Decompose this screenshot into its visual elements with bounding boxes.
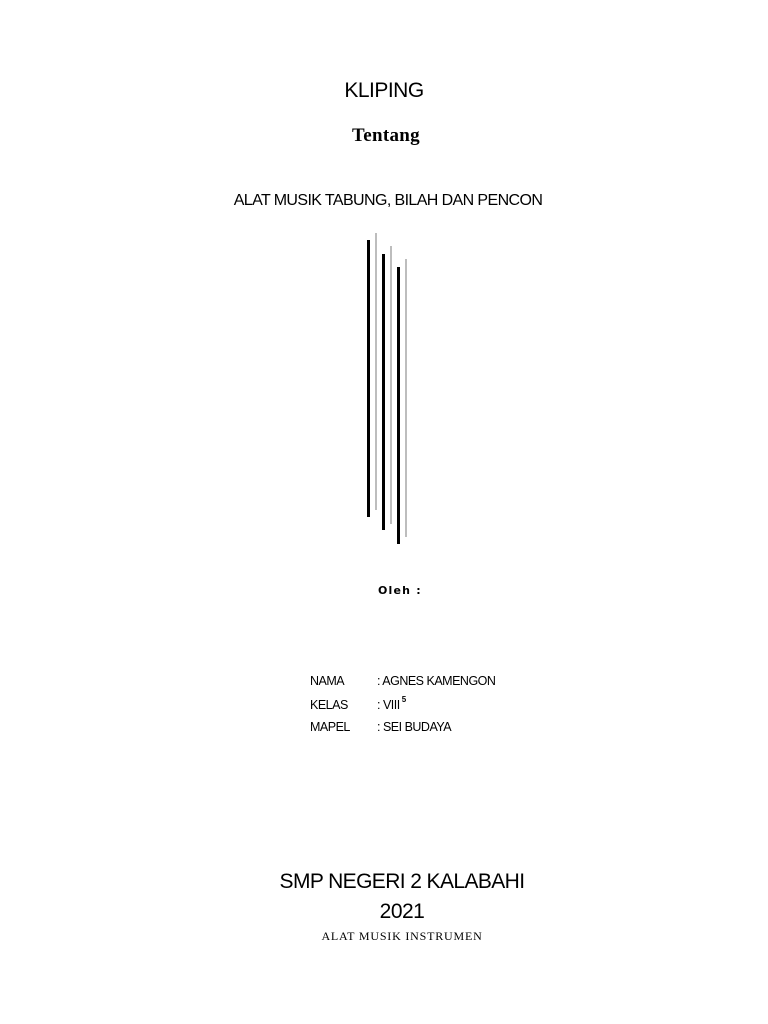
- decorative-line: [375, 233, 377, 510]
- school-name: SMP NEGERI 2 KALABAHI: [279, 870, 525, 893]
- document-subtitle: Tentang: [352, 125, 420, 146]
- info-row-name: [310, 674, 495, 688]
- decorative-line: [405, 259, 407, 537]
- class-number-superscript: 5: [401, 695, 406, 704]
- document-title: KLIPING: [344, 79, 424, 102]
- document-year: 2021: [379, 900, 425, 923]
- decorative-line: [397, 267, 400, 544]
- info-label: NAMA: [310, 674, 345, 688]
- by-label: Oleh :: [378, 584, 422, 597]
- document-footer: ALAT MUSIK INSTRUMEN: [321, 929, 483, 943]
- decorative-line: [382, 254, 385, 530]
- info-row-subject: [310, 720, 451, 734]
- info-label: KELAS: [310, 698, 348, 713]
- info-label: MAPEL: [310, 720, 350, 734]
- document-topic: ALAT MUSIK TABUNG, BILAH DAN PENCON: [233, 192, 543, 209]
- info-value: : AGNES KAMENGON: [377, 674, 496, 688]
- decorative-line: [390, 246, 392, 524]
- info-value: : SEI BUDAYA: [377, 720, 452, 734]
- info-row-class: [310, 697, 406, 712]
- info-value: : VIII $^5$: [377, 695, 406, 713]
- decorative-line: [367, 240, 370, 517]
